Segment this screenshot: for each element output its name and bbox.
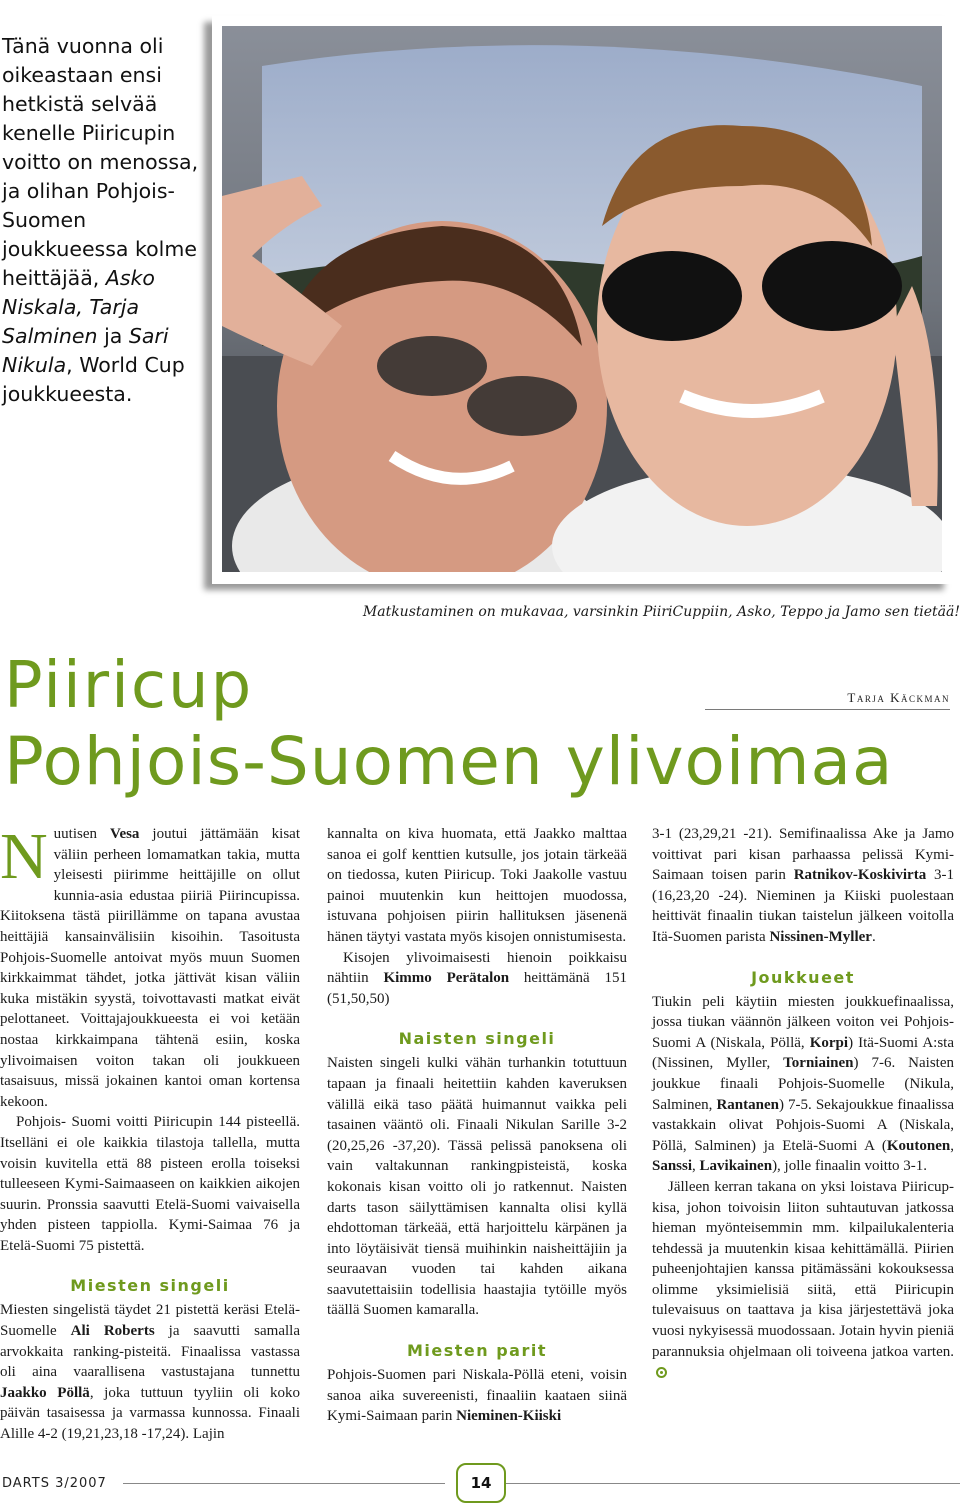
text-run: ) 7-5. Sekajoukkue finaalissa vastakkain olivat Pohjois-Suomi A (Niskala, Pöllä, Salminen) ja Etelä-Suomi A ( [652, 1096, 954, 1154]
paragraph [652, 992, 954, 1177]
text-run: heittämänä 151 (51,50,50) [327, 970, 627, 1007]
article-column-1 [0, 820, 300, 1445]
person-name: Koutonen [886, 1137, 951, 1154]
text-run: uutisen [53, 826, 110, 842]
text-run: Miesten singelistä täydet 21 pistettä keräsi Etelä-Suomelle [0, 1302, 300, 1340]
text-run: Kisojen ylivoimaisesti hienoin poikkaisu nähtiin [327, 949, 627, 987]
page-number: 14 [456, 1463, 506, 1503]
text-run: Pohjois-Suomen pari Niskala-Pöllä eteni, voisin sanoa aika suvereenisti, finaaliin kaataen siinä Kymi-Saimaan parin [327, 1367, 627, 1425]
subheading: Naisten singeli [398, 1029, 556, 1049]
person-name: Jaakko Pöllä [0, 1384, 90, 1401]
person-name: Korpi [809, 1034, 849, 1051]
person-name: Torniainen [783, 1055, 854, 1072]
headline: Pohjois-Suomen ylivoimaa [4, 723, 894, 800]
text-run: ja saavutti samalla arvokkaita ranking-pisteitä. Finaalissa vastassa oli aina vaarallisena vastustajana tunnettu [0, 1323, 300, 1381]
paragraph: Naisten singeli kulki vähän turhankin totuttuun tapaan ja finaali heitettiin kahden kaveruksen välillä eikä taso päätä huimannut vaikka peli tasainen vääntö oli. Finaali Nikulan Sarille 3-2 (20,25,26 -37,20). Tässä pelissä panoksena oli vain valtakunnan rankingpisteistä, koska kokonais kisan voitto oli jo ratkennut. Naisten darts tason säilyttämisen kannalta olisi kyllä ehdottoman tärkeää, että harjoittelu kärpänen ja into löytäisivät tiensä muihinkin naisheittäjiin ja seuraavan vuoden tai kahden aikana saavutettaisiin todellisia haastajia tytöille myös täällä Suomen kamaralla. [327, 1055, 627, 1319]
paragraph [652, 824, 954, 948]
byline-divider [705, 709, 950, 710]
person-name: Rantanen [716, 1096, 779, 1113]
sidebar-intro [2, 32, 207, 409]
magazine-issue: DARTS 3/2007 [2, 1476, 107, 1491]
person-name: Sanssi [652, 1158, 693, 1175]
text-run: ) 7-6. Naisten joukkue finaali Pohjois-Suomelle (Nikula, Salminen, [652, 1055, 954, 1113]
sidebar-names: Asko Niskala, Tarja Salminen [2, 266, 155, 348]
article-column-2 [327, 824, 627, 1427]
person-name: Nieminen-Kiiski [456, 1408, 562, 1425]
person-name: Kimmo Perätalon [383, 970, 510, 987]
text-run: ) Itä-Suomi A:sta (Nissinen, Myller, [652, 1034, 954, 1072]
photo-caption: Matkustaminen on mukavaa, varsinkin PiiriCuppiin, Asko, Teppo ja Jamo sen tietää! [362, 604, 960, 620]
target-end-icon [656, 1367, 667, 1378]
drop-cap: N [0, 820, 48, 893]
text-run: , joka tuttuun tyyliin oli koko päivän tasaisessa ja varmassa kunnossa. Finaali Alille 4-2 (19,21,23,18 -17,24). Lajin [0, 1384, 300, 1443]
sidebar-name-3: Sari Nikula [2, 324, 169, 377]
photo-illustration [222, 26, 942, 572]
text-run: , [950, 1137, 954, 1154]
paragraph [652, 1177, 954, 1383]
footer-divider-right [506, 1483, 960, 1484]
paragraph: kannalta on kiva huomata, että Jaakko malttaa sanoa ei golf kenttien kutsulle, jos jotain tärkeää on tiedossa, kuten Piiricup. Toki Jaakolle vastuu painoi muutenkin kun heittojen muodossa, istuvana pohjoisen piirin hallituksen jäsenenä hänen täytyi vastata myös kisojen onnistumisesta. [327, 826, 627, 945]
paragraph [327, 948, 627, 1010]
person-name: Ratnikov-Koskivirta [793, 867, 927, 884]
text-run: . [871, 928, 876, 945]
text-run: 3-1 (23,29,21 -21). Semifinaalissa Ake ja Jamo voittivat pari kisan parhaassa pelissä Kymi-Saimaan toisen parin [652, 826, 954, 884]
byline: Tarja Käckman [847, 690, 950, 705]
text-run: Tiukin peli käytiin miesten joukkuefinaalissa, jossa tiukan väännön jälkeen voiton vei Pohjois-Suomi A (Niskala, Pöllä, [652, 993, 954, 1051]
person-name: Nissinen-Myller [769, 928, 872, 945]
paragraph [0, 820, 300, 1112]
person-name: Vesa [109, 826, 140, 842]
paragraph [0, 1300, 300, 1444]
footer-divider-left [123, 1483, 445, 1484]
subheading: Miesten parit [406, 1341, 547, 1361]
person-name: Lavikainen [699, 1158, 773, 1175]
text-run: ), jolle finaalin voitto 3-1. [772, 1158, 928, 1175]
photo-frame [212, 16, 952, 584]
paragraph [327, 1365, 627, 1427]
paragraph: Pohjois- Suomi voitti Piiricupin 144 pisteellä. Itselläni ei ole kaikkia tilastoja tallella, mutta voisin kuvitella että 88 pisteen erolla toiseksi tulleeseen Kymi-Saimaaseen on kaikkien aikojen suurin. Pronssia saavutti Etelä-Suomi vaivaisella yhden pisteen tappiolla. Kymi-Saimaa 76 ja Etelä-Suomi 75 pistettä. [0, 1114, 300, 1254]
article-column-3 [652, 824, 954, 1383]
subheading: Miesten singeli [70, 1276, 230, 1296]
article-photo [222, 26, 942, 572]
subheading: Joukkueet [751, 967, 855, 987]
text-run: Jälleen kerran takana on yksi loistava Piiricup-kisa, johon toivoisin liiton suhtautuvan jatkossa hieman myönteisemmin mm. kilpailukalenteria tehdessä ja muutenkin kisaa kehittämällä. Piirien puheenjohtajien kanssa pitämässäni kokouksessa olimme yksimielisiä siitä, että Piiricupin tulevaisuus on taattava ja kisa järjestettävä joka vuosi nykyisessä muodossaan. Jotain hyvin pieniä parannuksia ohjelmaan oli toiveena jatkoa varten. [652, 1178, 954, 1360]
text-run: , [692, 1158, 700, 1175]
text-run: 3-1 (16,23,20 -24). Nieminen ja Kiiski puolestaan heittivät finaalin tiukan taistelun jälkeen voitolla Itä-Suomen parista [652, 867, 954, 945]
person-name: Ali Roberts [70, 1323, 155, 1340]
sidebar-text-3: , World Cup joukkueesta. [2, 353, 185, 406]
sidebar-text-1: Tänä vuonna oli oikeastaan ensi hetkistä selvää kenelle Piiricupin voitto on menossa, ja olihan Pohjois-Suomen joukkueessa kolme heittäjää, [2, 34, 199, 290]
sidebar-text-2: ja [97, 324, 129, 348]
text-run: joutui jättämään kisat väliin perheen lomamatkan takia, mutta yleisesti piirimme heittäjille on ollut kunnia-asia edustaa piiriä Piirincupissa. Kiitoksena tästä piirillämme on tapana avustaa heittäjiä kansainvälisiin kisoihin. Tasoitusta Pohjois-Suomelle antoivat myös muun Suomen kirkkaimmat tähdet, jotka jättivät kisan väliin kuka mistäkin syystä, toivottavasti matkat eivät pelottaneet. Voittajajoukkueesta ei voi ketään nostaa kirkkaimpana tähtenä esiin, koska ylivoimaisen voiton takan oli joukkueen tasaisuus, missä jokainen kantoi oman kortensa kekoon. [0, 826, 300, 1110]
section-label: Piiricup [4, 649, 254, 723]
